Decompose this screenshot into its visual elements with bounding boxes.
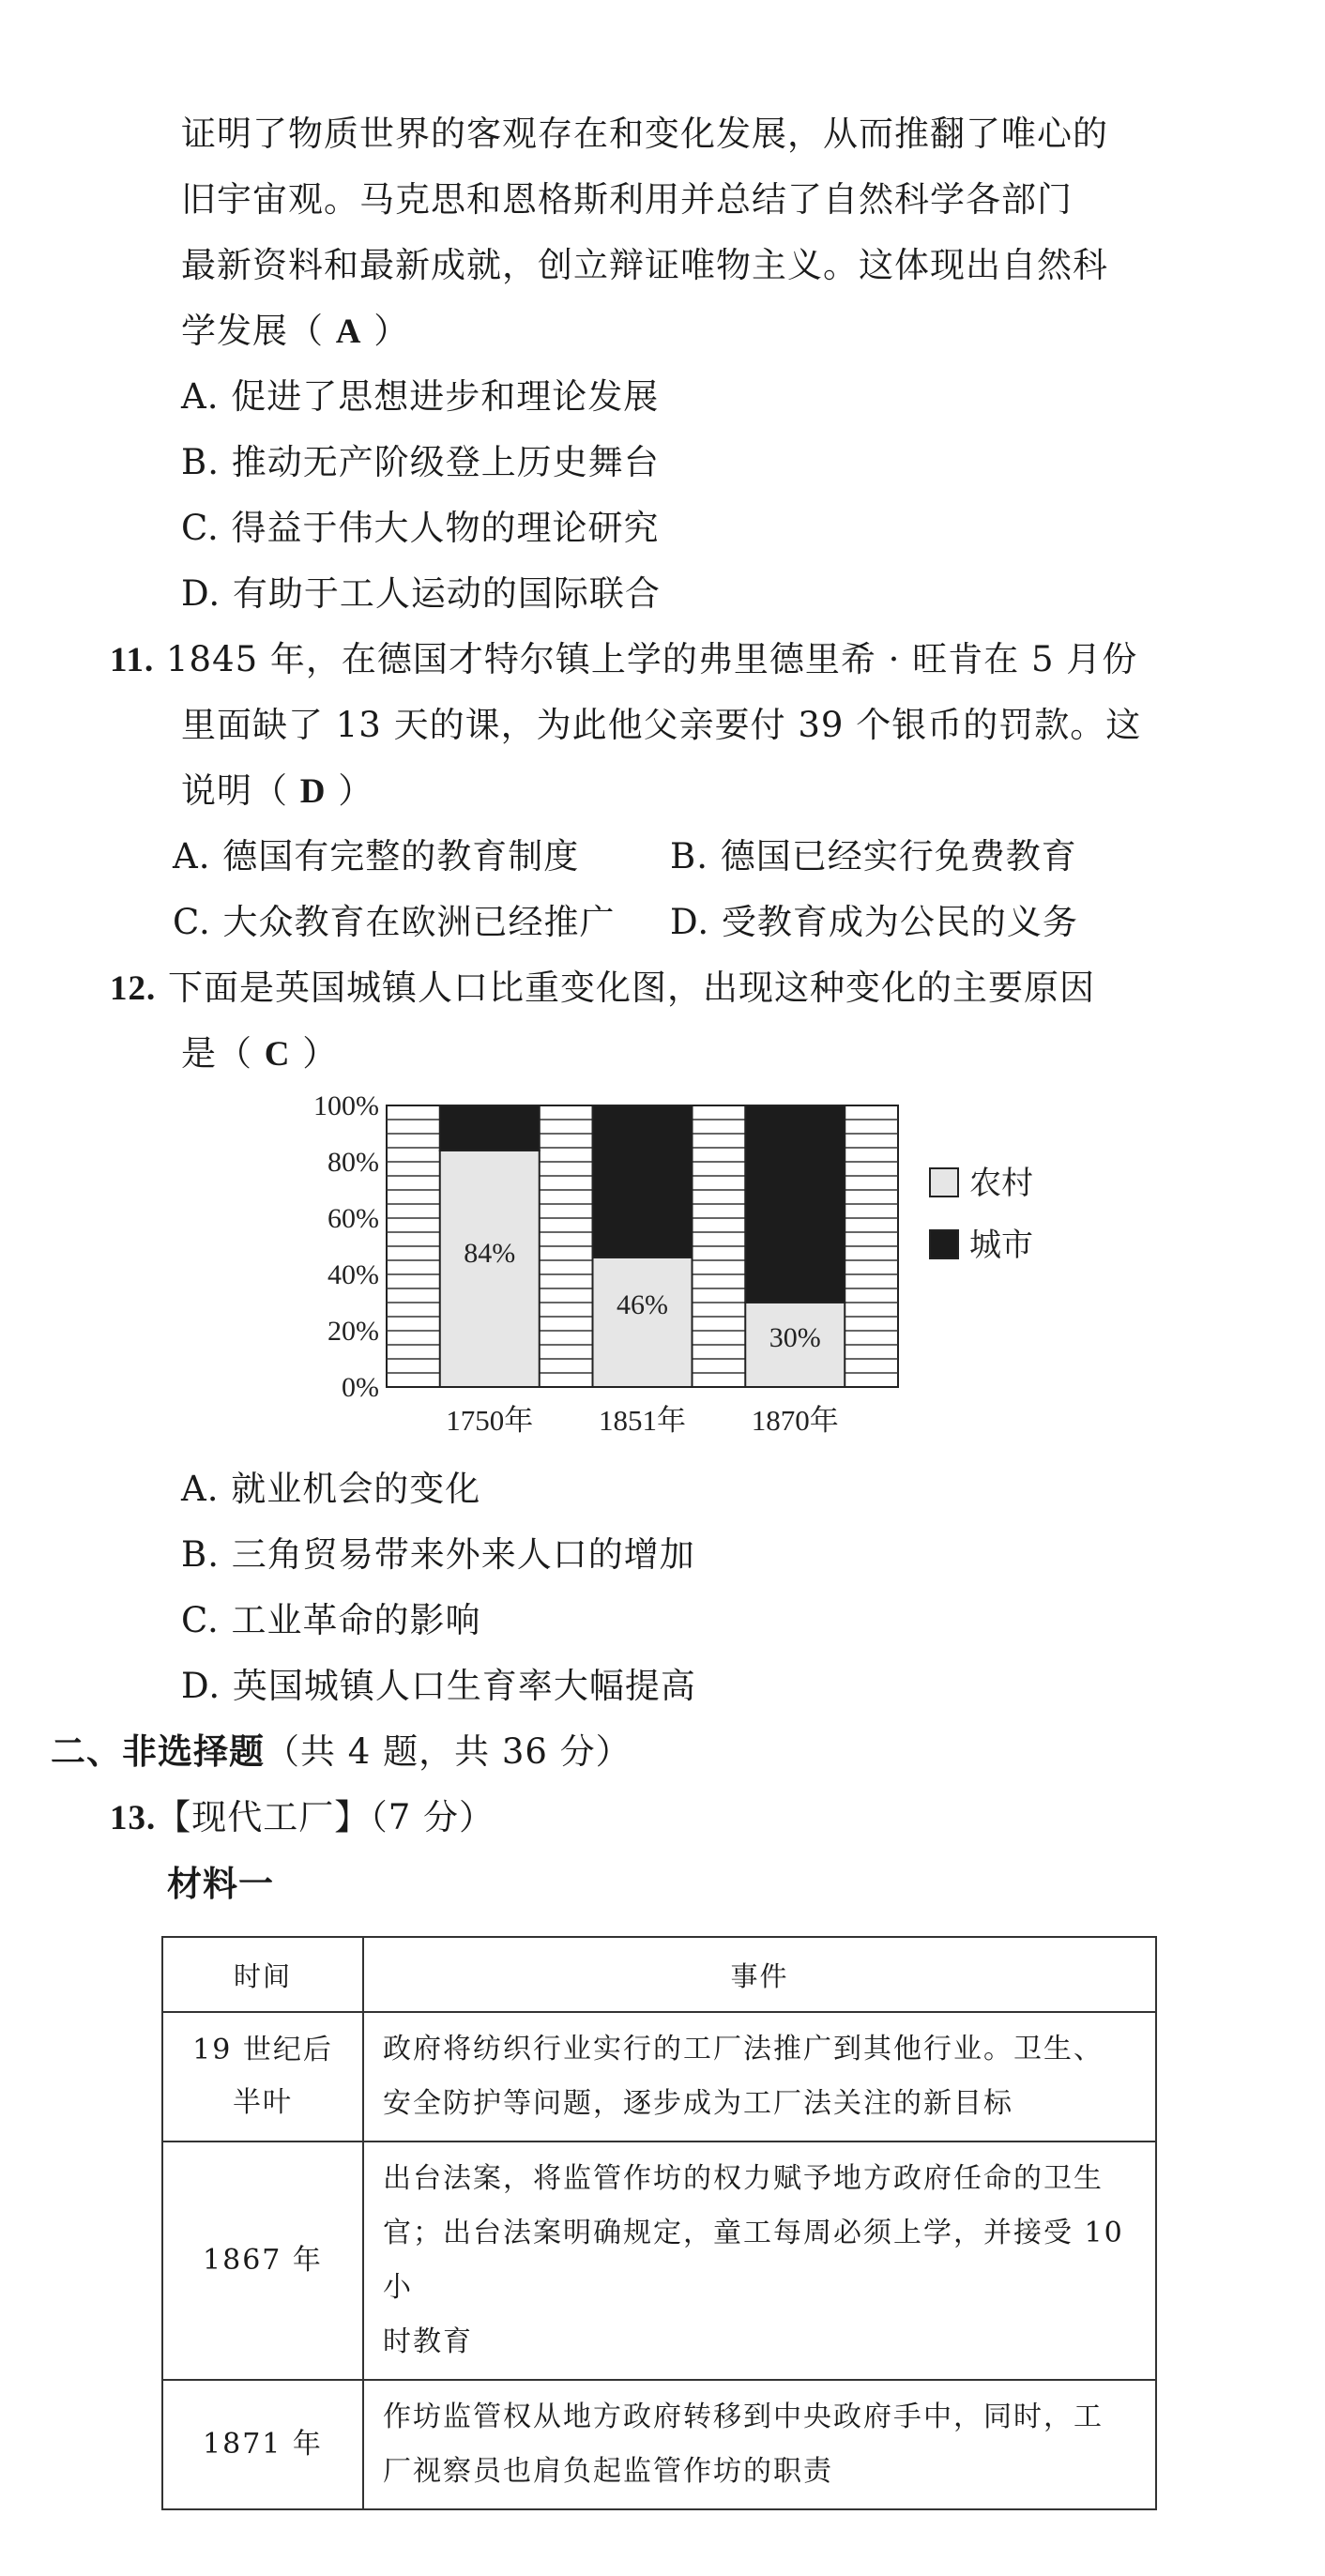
x-tick-label: 1750年 — [446, 1404, 534, 1437]
q10-answer: A — [335, 312, 362, 351]
section-title: 二、非选择题 — [51, 1731, 265, 1772]
event-text: 安全防护等问题，逐步成为工厂法关注的新目标 — [383, 2087, 1013, 2120]
legend-label: 农村 — [969, 1165, 1033, 1202]
q11-option-d: D. 受教育成为公民的义务 — [670, 902, 1078, 942]
data-label: 84% — [464, 1238, 516, 1270]
time-text: 1871 年 — [203, 2428, 323, 2461]
q13-heading — [110, 1793, 495, 1843]
q10-stem-line: 旧宇宙观。马克思和恩格斯利用并总结了自然科学各部门 — [181, 179, 1073, 220]
q12-prompt: 是（ — [181, 1033, 252, 1074]
x-tick-label: 1870年 — [751, 1404, 839, 1437]
q10-option-d: D. 有助于工人运动的国际联合 — [181, 573, 661, 614]
y-tick-label: 40% — [327, 1259, 379, 1290]
y-tick-label: 100% — [313, 1090, 379, 1121]
q10-option-b: B. 推动无产阶级登上历史舞台 — [181, 442, 660, 482]
y-tick-label: 20% — [327, 1316, 379, 1347]
q11-number: 11. — [110, 641, 155, 679]
time-text: 1867 年 — [203, 2244, 323, 2277]
y-tick-label: 80% — [327, 1147, 379, 1178]
q12-number: 12. — [110, 969, 157, 1008]
q11-close-paren: ） — [338, 770, 374, 811]
material-label: 材料一 — [167, 1864, 274, 1904]
bar-urban — [593, 1105, 693, 1258]
q11-stem-line — [110, 635, 1137, 685]
bar-urban — [745, 1105, 845, 1303]
q11-answer: D — [299, 772, 327, 811]
q10-option-c: C. 得益于伟大人物的理论研究 — [181, 508, 660, 548]
table-cell-time — [162, 2142, 363, 2380]
table-row — [162, 2380, 1156, 2509]
q12-option-d: D. 英国城镇人口生育率大幅提高 — [181, 1666, 696, 1706]
event-text: 官；出台法案明确规定，童工每周必须上学，并接受 10 小 — [383, 2217, 1124, 2304]
x-tick-label: 1851年 — [599, 1404, 686, 1437]
table-row — [162, 2012, 1156, 2142]
table-cell-event — [363, 2012, 1156, 2142]
q13-number: 13. — [110, 1799, 157, 1837]
event-text: 时教育 — [383, 2325, 473, 2358]
y-tick-label: 60% — [327, 1203, 379, 1234]
q10-stem-line: 最新资料和最新成就，创立辩证唯物主义。这体现出自然科 — [181, 245, 1108, 285]
event-text: 出台法案，将监管作坊的权力赋予地方政府任命的卫生 — [383, 2162, 1104, 2195]
legend-label: 城市 — [969, 1227, 1033, 1264]
q12-answer: C — [264, 1035, 291, 1074]
legend-swatch — [930, 1230, 958, 1258]
table-header-row — [162, 1937, 1156, 2012]
q12-close-paren: ） — [302, 1033, 339, 1074]
q12-option-c: C. 工业革命的影响 — [181, 1600, 481, 1640]
q10-stem-last — [181, 307, 409, 357]
q12-option-a: A. 就业机会的变化 — [181, 1469, 481, 1509]
q11-stem-last — [181, 767, 373, 816]
q13-score: （7 分） — [370, 1797, 495, 1837]
event-text: 作坊监管权从地方政府转移到中央政府手中，同时，工 — [383, 2401, 1104, 2433]
table-cell-time — [162, 2380, 363, 2509]
q11-line1: 1845 年，在德国才特尔镇上学的弗里德里希 · 旺肯在 5 月份 — [165, 639, 1138, 679]
table-cell-event — [363, 2142, 1156, 2380]
q12-option-b: B. 三角贸易带来外来人口的增加 — [181, 1534, 695, 1575]
q11-option-a: A. 德国有完整的教育制度 — [173, 836, 580, 876]
event-text: 政府将纺织行业实行的工厂法推广到其他行业。卫生、 — [383, 2033, 1104, 2065]
q12-line1: 下面是英国城镇人口比重变化图，出现这种变化的主要原因 — [168, 968, 1096, 1008]
q11-stem-line: 里面缺了 13 天的课，为此他父亲要付 39 个银币的罚款。这 — [181, 705, 1142, 745]
data-label: 46% — [617, 1288, 668, 1320]
section-heading — [51, 1728, 632, 1776]
legend-swatch — [930, 1168, 958, 1197]
urban-population-chart — [282, 1079, 1107, 1455]
events-table — [161, 1936, 1157, 2510]
time-text: 19 世纪后 — [192, 2034, 333, 2066]
bar-urban — [440, 1105, 540, 1151]
data-label: 30% — [769, 1321, 821, 1353]
time-text: 半叶 — [233, 2086, 293, 2119]
table-cell-time — [162, 2012, 363, 2142]
q11-prompt: 说明（ — [181, 770, 288, 811]
bar-rural — [593, 1258, 693, 1387]
event-text: 厂视察员也肩负起监管作坊的职责 — [383, 2455, 833, 2488]
q11-option-c: C. 大众教育在欧洲已经推广 — [173, 902, 616, 942]
q10-close-paren: ） — [373, 311, 410, 351]
q13-title: 【现代工厂】 — [156, 1797, 371, 1837]
table-cell-event — [363, 2380, 1156, 2509]
header-event: 事件 — [363, 1937, 1156, 2012]
header-time: 时间 — [162, 1937, 363, 2012]
q12-stem-line — [110, 964, 1095, 1014]
q10-prompt: 学发展（ — [181, 311, 324, 351]
section-note: （共 4 题，共 36 分） — [265, 1731, 632, 1772]
table-row — [162, 2142, 1156, 2380]
q12-stem-last — [181, 1029, 338, 1079]
y-tick-label: 0% — [342, 1372, 379, 1403]
q10-stem-line: 证明了物质世界的客观存在和变化发展，从而推翻了唯心的 — [181, 114, 1108, 154]
q10-option-a: A. 促进了思想进步和理论发展 — [181, 376, 660, 417]
q11-option-b: B. 德国已经实行免费教育 — [670, 836, 1077, 876]
